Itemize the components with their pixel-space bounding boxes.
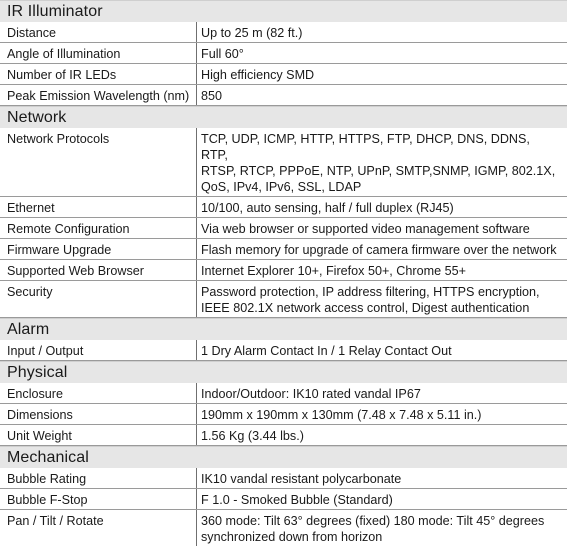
spec-row-peak-emission-wavelength [0, 85, 567, 106]
spec-label: Enclosure [7, 387, 64, 401]
spec-value: Internet Explorer 10+, Firefox 50+, Chrome 55+ [196, 260, 567, 280]
spec-row-remote-configuration [0, 218, 567, 239]
spec-row-enclosure [0, 383, 567, 404]
spec-row-pan-tilt-rotate [0, 510, 567, 546]
spec-row-angle-of-illumination [0, 43, 567, 64]
spec-row-unit-weight [0, 425, 567, 446]
spec-label: Firmware Upgrade [7, 243, 112, 257]
spec-row-input-output [0, 340, 567, 361]
spec-label: Angle of Illumination [7, 47, 121, 61]
spec-row-network-protocols [0, 128, 567, 197]
section-physical [0, 361, 567, 446]
spec-value: Password protection, IP address filtering, HTTPS encryption, IEEE 802.1X network access control, Digest authentication [196, 281, 567, 317]
spec-label: Input / Output [7, 344, 84, 358]
section-ir-illuminator [0, 0, 567, 106]
spec-label: Dimensions [7, 408, 73, 422]
spec-value: Indoor/Outdoor: IK10 rated vandal IP67 [196, 383, 567, 403]
spec-label: Distance [7, 26, 56, 40]
section-alarm [0, 318, 567, 361]
spec-row-supported-web-browser [0, 260, 567, 281]
spec-value: 1.56 Kg (3.44 lbs.) [196, 425, 567, 445]
spec-value: Flash memory for upgrade of camera firmware over the network [196, 239, 567, 259]
spec-row-dimensions [0, 404, 567, 425]
section-header: Alarm [0, 318, 567, 340]
spec-row-security [0, 281, 567, 318]
spec-value: Up to 25 m (82 ft.) [196, 22, 567, 42]
spec-label: Ethernet [7, 201, 55, 215]
spec-label: Bubble F-Stop [7, 493, 88, 507]
spec-row-distance [0, 22, 567, 43]
spec-value: 360 mode: Tilt 63° degrees (fixed) 180 mode: Tilt 45° degrees synchronized down from horizon [196, 510, 567, 546]
spec-label: Peak Emission Wavelength (nm) [7, 89, 190, 103]
section-header: Physical [0, 361, 567, 383]
section-header: Mechanical [0, 446, 567, 468]
spec-value: 190mm x 190mm x 130mm (7.48 x 7.48 x 5.11 in.) [196, 404, 567, 424]
section-header: Network [0, 106, 567, 128]
spec-value: IK10 vandal resistant polycarbonate [196, 468, 567, 488]
spec-label: Supported Web Browser [7, 264, 144, 278]
spec-value: Via web browser or supported video management software [196, 218, 567, 238]
spec-row-number-of-ir-leds [0, 64, 567, 85]
spec-label: Network Protocols [7, 132, 110, 146]
spec-label: Security [7, 285, 53, 299]
spec-row-ethernet [0, 197, 567, 218]
spec-value: 1 Dry Alarm Contact In / 1 Relay Contact Out [196, 340, 567, 360]
spec-value: 10/100, auto sensing, half / full duplex (RJ45) [196, 197, 567, 217]
section-mechanical [0, 446, 567, 546]
spec-value: F 1.0 - Smoked Bubble (Standard) [196, 489, 567, 509]
spec-row-bubble-f-stop [0, 489, 567, 510]
spec-label: Unit Weight [7, 429, 72, 443]
spec-label: Pan / Tilt / Rotate [7, 514, 104, 528]
section-header: IR Illuminator [0, 0, 567, 22]
section-network [0, 106, 567, 318]
spec-label: Number of IR LEDs [7, 68, 117, 82]
spec-label: Remote Configuration [7, 222, 130, 236]
spec-value: Full 60° [196, 43, 567, 63]
spec-row-firmware-upgrade [0, 239, 567, 260]
spec-value: High efficiency SMD [196, 64, 567, 84]
spec-label: Bubble Rating [7, 472, 87, 486]
spec-value: TCP, UDP, ICMP, HTTP, HTTPS, FTP, DHCP, DNS, DDNS, RTP, RTSP, RTCP, PPPoE, NTP, UPnP, SMTP,SNMP, IGMP, 802.1X, QoS, IPv4, IPv6, SSL, LDAP [196, 128, 567, 196]
spec-row-bubble-rating [0, 468, 567, 489]
spec-value: 850 [196, 85, 567, 105]
